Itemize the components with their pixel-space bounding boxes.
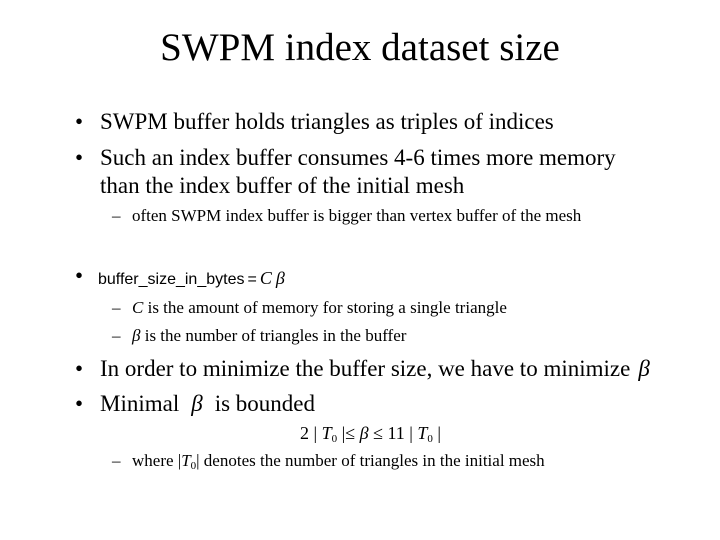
bullet-continuation: than the index buffer of the initial mesh	[100, 173, 465, 198]
inequality-formula: 2 | $T_0$ |≤ β ≤ 11 | $T_0$ |	[300, 423, 442, 445]
sub-bullet-text: β is the number of triangles in the buffer	[132, 326, 407, 345]
bullet-marker: •	[75, 145, 84, 170]
formula	[98, 267, 285, 291]
dash-marker: –	[112, 206, 121, 225]
bullet-text: SWPM buffer holds triangles as triples of indices	[100, 109, 554, 134]
formula-beta: β	[275, 268, 285, 288]
sub-bullet-text: where $|T_0|$ denotes the number of triangles in the initial mesh	[132, 451, 545, 472]
formula-lhs: buffer_size_in_bytes	[98, 271, 245, 288]
bullet-marker: •	[75, 263, 84, 288]
slide-title: SWPM index dataset size	[160, 26, 560, 69]
sub-bullet-text: C is the amount of memory for storing a single triangle	[132, 298, 507, 317]
bullet-marker: •	[75, 109, 84, 134]
dash-marker: –	[112, 298, 121, 317]
bullet-text: Minimal β is bounded	[100, 391, 316, 416]
bullet-text: In order to minimize the buffer size, we have to minimize β	[100, 356, 650, 381]
formula-c: C	[259, 268, 272, 288]
bullet-marker: •	[75, 391, 84, 416]
bullet-marker: •	[75, 356, 84, 381]
bullet-text: Such an index buffer consumes 4-6 times more memory	[100, 145, 616, 170]
sub-bullet-text: often SWPM index buffer is bigger than vertex buffer of the mesh	[132, 206, 582, 225]
dash-marker: –	[112, 451, 121, 470]
formula-equals: =	[247, 271, 257, 288]
dash-marker: –	[112, 326, 121, 345]
